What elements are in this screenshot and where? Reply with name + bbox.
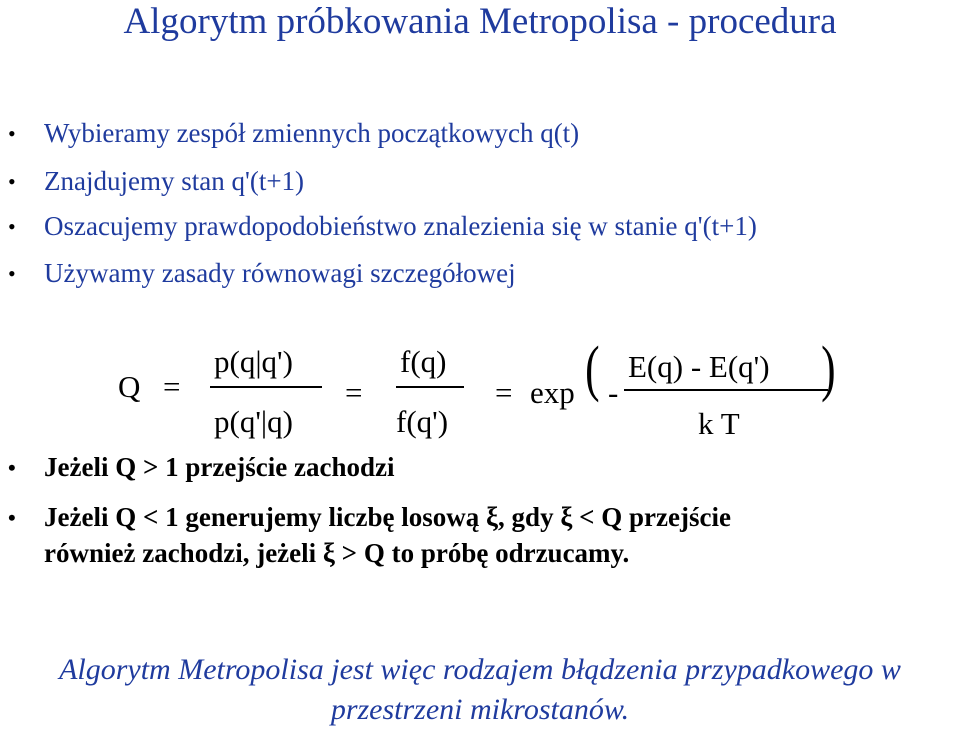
bullet-icon: •: [8, 169, 16, 194]
bullet-text: Oszacujemy prawdopodobieństwo znalezienia się w stanie q'(t+1): [44, 211, 757, 241]
formula-minus: -: [608, 375, 619, 410]
bullet-text: Jeżeli Q > 1 przejście zachodzi: [44, 452, 395, 482]
fraction-2-line: [396, 386, 464, 388]
bullet-text: Jeżeli Q < 1 generujemy liczbę losową ξ, gdy ξ < Q przejście: [44, 502, 731, 532]
fraction-3-line: [624, 389, 828, 391]
bullet-icon: •: [8, 261, 16, 286]
bullet-text: Używamy zasady równowagi szczegółowej: [44, 258, 516, 288]
fraction-1-line: [210, 386, 322, 388]
bullet-text: Wybieramy zespół zmiennych początkowych q(t): [44, 118, 580, 148]
fraction-2-denominator: f(q'): [396, 404, 449, 439]
footer-line: przestrzeni mikrostanów.: [330, 693, 630, 726]
bullet-icon: •: [8, 214, 16, 239]
footer-line: Algorytm Metropolisa jest więc rodzajem błądzenia przypadkowego w: [59, 653, 901, 686]
bullet-text: również zachodzi, jeżeli ξ > Q to próbę odrzucamy.: [44, 538, 630, 568]
formula-q: Q: [118, 369, 141, 404]
formula-equals: =: [345, 375, 363, 410]
fraction-2-numerator: f(q): [400, 344, 447, 379]
bullet-icon: •: [8, 455, 16, 480]
fraction-3-denominator: k T: [698, 406, 740, 441]
formula-exp: exp: [530, 375, 575, 410]
formula-equals: =: [495, 375, 513, 410]
left-paren-icon: (: [585, 335, 600, 403]
right-paren-icon: ): [821, 335, 836, 403]
formula-equals: =: [163, 369, 181, 404]
bullet-icon: •: [8, 505, 16, 530]
bullet-text: Znajdujemy stan q'(t+1): [44, 166, 305, 196]
fraction-1-denominator: p(q'|q): [214, 404, 293, 439]
page-title: Algorytm próbkowania Metropolisa - procedura: [123, 1, 837, 42]
fraction-1-numerator: p(q|q'): [214, 344, 293, 379]
bullet-icon: •: [8, 121, 16, 146]
fraction-3-numerator: E(q) - E(q'): [628, 349, 770, 384]
